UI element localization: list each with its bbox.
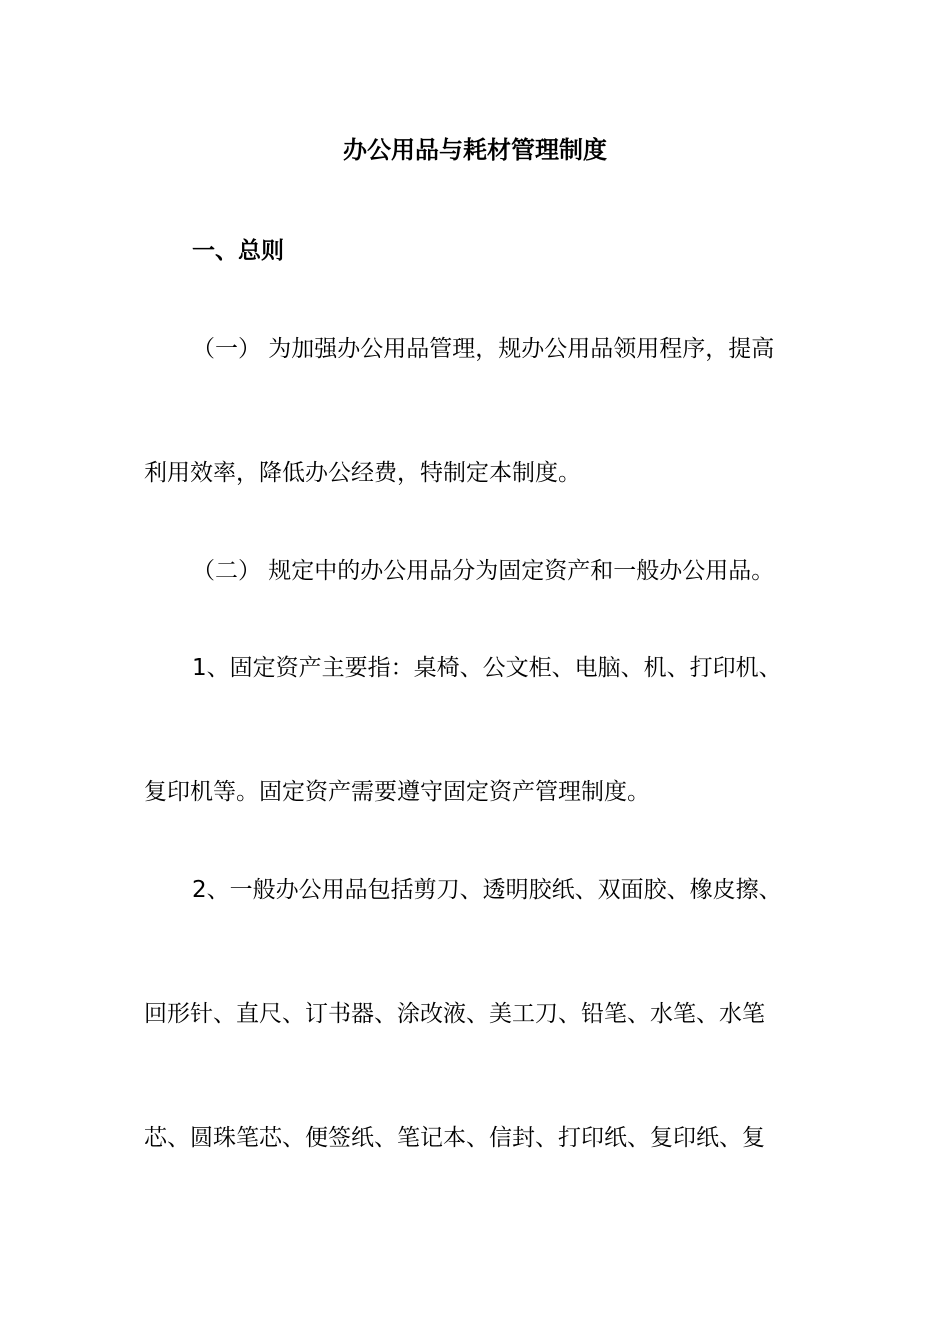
paragraph-line: 2、一般办公用品包括剪刀、透明胶纸、双面胶、橡皮擦、: [192, 877, 782, 903]
paragraph-line: （一） 为加强办公用品管理，规办公用品领用程序，提高: [192, 336, 775, 362]
paragraph-line: 1、固定资产主要指：桌椅、公文柜、电脑、机、打印机、: [192, 655, 782, 681]
paragraph-line: 利用效率，降低办公经费，特制定本制度。: [144, 460, 581, 486]
section-heading-general: 一、总则: [192, 238, 284, 264]
document-title: 办公用品与耗材管理制度: [343, 136, 607, 164]
paragraph-line: 芯、圆珠笔芯、便签纸、笔记本、信封、打印纸、复印纸、复: [144, 1125, 765, 1151]
paragraph-line: 回形针、直尺、订书器、涂改液、美工刀、铅笔、水笔、水笔: [144, 1001, 765, 1027]
paragraph-line: （二） 规定中的办公用品分为固定资产和一般办公用品。: [192, 558, 775, 584]
paragraph-line: 复印机等。固定资产需要遵守固定资产管理制度。: [144, 779, 650, 805]
